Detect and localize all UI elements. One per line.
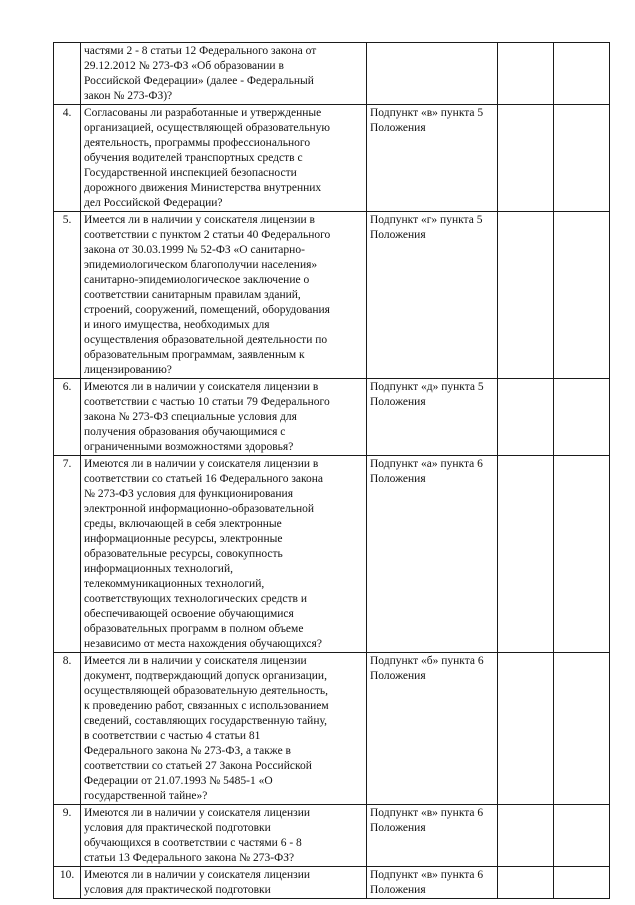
answer-cell — [498, 456, 554, 653]
answer-cell — [498, 105, 554, 212]
note-cell — [554, 212, 610, 379]
table-row — [54, 43, 610, 105]
note-cell — [554, 653, 610, 805]
answer-cell — [498, 653, 554, 805]
table-row — [54, 653, 610, 805]
question-text: Имеется ли в наличии у соискателя лицензии документ, подтверждающий допуск организации, осуществляющей образовательную деятельность, к проведению работ, связанных с использованием сведений, составляющих государственную тайну, в соответствии с частью 4 статьи 81 Федерального закона № 273-ФЗ, а также в соответствии со статьей 27 Закона Российской Федерации от 21.07.1993 № 5485-1 «О государственной тайне»? — [81, 653, 367, 805]
note-cell — [554, 379, 610, 456]
legal-reference: Подпункт «д» пункта 5 Положения — [367, 379, 498, 456]
table-row — [54, 456, 610, 653]
question-text: Имеется ли в наличии у соискателя лицензии в соответствии с пунктом 2 статьи 40 Федерального закона от 30.03.1999 № 52-ФЗ «О санитарно- эпидемиологическом благополучии населения» санитарно-эпидемиологическое заключение о соответствии санитарным правилам зданий, строений, сооружений, помещений, оборудования и иного имущества, необходимых для осуществления образовательной деятельности по образовательным программам, заявленным к лицензированию? — [81, 212, 367, 379]
note-cell — [554, 867, 610, 899]
question-text: Согласованы ли разработанные и утвержденные организацией, осуществляющей образовательную деятельность, программы профессионального обучения водителей транспортных средств с Государственной инспекцией безопасности дорожного движения Министерства внутренних дел Российской Федерации? — [81, 105, 367, 212]
answer-cell — [498, 43, 554, 105]
row-number: 9. — [54, 805, 81, 867]
answer-cell — [498, 379, 554, 456]
table-row — [54, 867, 610, 899]
legal-reference: Подпункт «г» пункта 5 Положения — [367, 212, 498, 379]
answer-cell — [498, 212, 554, 379]
row-number: 4. — [54, 105, 81, 212]
note-cell — [554, 105, 610, 212]
row-number: 10. — [54, 867, 81, 899]
row-number: 5. — [54, 212, 81, 379]
table-row — [54, 805, 610, 867]
legal-reference: Подпункт «в» пункта 5 Положения — [367, 105, 498, 212]
legal-reference: Подпункт «в» пункта 6 Положения — [367, 867, 498, 899]
table-row — [54, 212, 610, 379]
note-cell — [554, 43, 610, 105]
question-text: Имеются ли в наличии у соискателя лицензии в соответствии со статьей 16 Федерального закона № 273-ФЗ условия для функционирования электронной информационно-образовательной среды, включающей в себя электронные информационные ресурсы, электронные образовательные ресурсы, совокупность информационных технологий, телекоммуникационных технологий, соответствующих технологических средств и обеспечивающей освоение обучающимися образовательных программ в полном объеме независимо от места нахождения обучающихся? — [81, 456, 367, 653]
legal-reference: Подпункт «б» пункта 6 Положения — [367, 653, 498, 805]
table-row — [54, 379, 610, 456]
answer-cell — [498, 867, 554, 899]
row-number: 8. — [54, 653, 81, 805]
row-number — [54, 43, 81, 105]
row-number: 6. — [54, 379, 81, 456]
note-cell — [554, 805, 610, 867]
legal-reference — [367, 43, 498, 105]
legal-reference: Подпункт «в» пункта 6 Положения — [367, 805, 498, 867]
question-text: частями 2 - 8 статьи 12 Федерального закона от 29.12.2012 № 273-ФЗ «Об образовании в Российской Федерации» (далее - Федеральный закон № 273-ФЗ)? — [81, 43, 367, 105]
legal-reference: Подпункт «а» пункта 6 Положения — [367, 456, 498, 653]
question-text: Имеются ли в наличии у соискателя лицензии условия для практической подготовки обучающихся в соответствии с частями 6 - 8 статьи 13 Федерального закона № 273-ФЗ? — [81, 805, 367, 867]
row-number: 7. — [54, 456, 81, 653]
answer-cell — [498, 805, 554, 867]
question-text: Имеются ли в наличии у соискателя лицензии в соответствии с частью 10 статьи 79 Федерального закона № 273-ФЗ специальные условия для получения образования обучающимися с ограниченными возможностями здоровья? — [81, 379, 367, 456]
note-cell — [554, 456, 610, 653]
table-row — [54, 105, 610, 212]
question-text: Имеются ли в наличии у соискателя лицензии условия для практической подготовки — [81, 867, 367, 899]
checklist-table — [53, 42, 610, 899]
